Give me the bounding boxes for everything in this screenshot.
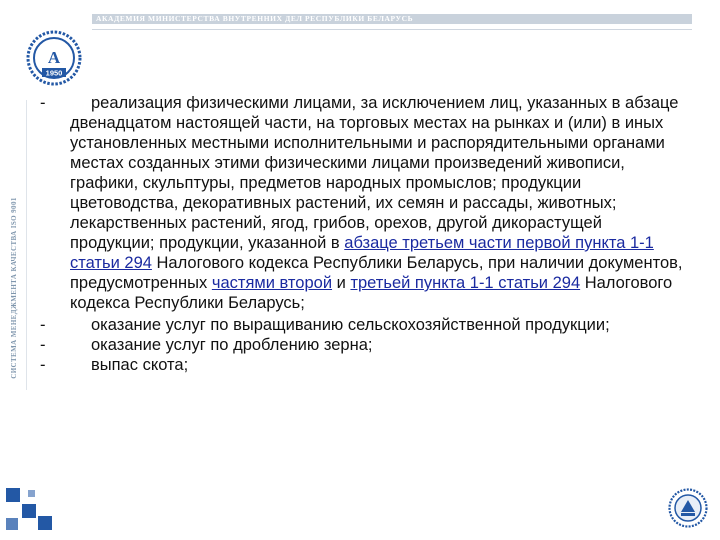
item1-text-b: Налогового кодекса Республики Беларусь, при наличии документов, предусмотренных xyxy=(70,254,683,292)
item2-text: оказание услуг по выращиванию сельскохозяйственной продукции; xyxy=(91,316,610,334)
list-item xyxy=(40,355,690,375)
sidebar-vertical-text: СИСТЕМА МЕНЕДЖМЕНТА КАЧЕСТВА ISO 9001 xyxy=(10,197,18,379)
link-abzac-tretiem[interactable]: абзаце третьем части первой пункта 1-1 статьи 294 xyxy=(70,234,654,272)
item4-text: выпас скота; xyxy=(91,356,189,374)
header-divider xyxy=(92,29,692,30)
side-rule xyxy=(26,100,27,390)
list-item xyxy=(40,315,690,335)
header-title: АКАДЕМИЯ МИНИСТЕРСТВА ВНУТРЕННИХ ДЕЛ РЕСПУБЛИКИ БЕЛАРУСЬ xyxy=(96,14,414,23)
item3-text: оказание услуг по дроблению зерна; xyxy=(91,336,373,354)
link-chastyami-vtoroy[interactable]: частями второй xyxy=(211,274,333,292)
item1-text-a: реализация физическими лицами, за исключением лиц, указанных в абзаце двенадцатом настоящей части, на торговых местах на рынках и (или) в иных установленных местными исполнительными и распорядительными органами местах созданных этими физическими лицами произведений живописи, графики, скульптуры, предметов народных промыслов; продукции цветоводства, декоративных растений, их семян и рассады, животных; лекарственных растений, ягод, грибов, орехов, другой дикорастущей продукции; продукции, указанной в xyxy=(70,94,679,252)
academy-logo xyxy=(26,30,82,86)
logo-letter: А xyxy=(47,48,61,67)
list-item xyxy=(40,93,690,313)
bullet-dash: - xyxy=(40,356,46,374)
decorative-squares xyxy=(6,488,56,532)
list-item xyxy=(40,335,690,355)
bullet-dash: - xyxy=(40,336,46,354)
item1-text-c: и xyxy=(332,274,351,292)
bullet-list xyxy=(40,93,690,375)
link-tretiey-punkta[interactable]: третьей пункта 1-1 статьи 294 xyxy=(350,274,581,292)
bullet-dash: - xyxy=(40,94,46,112)
item1-text-d: Налогового кодекса Республики Беларусь; xyxy=(70,274,673,312)
certification-seal-icon xyxy=(668,488,708,528)
bullet-dash: - xyxy=(40,316,46,334)
logo-year: 1950 xyxy=(45,68,63,78)
